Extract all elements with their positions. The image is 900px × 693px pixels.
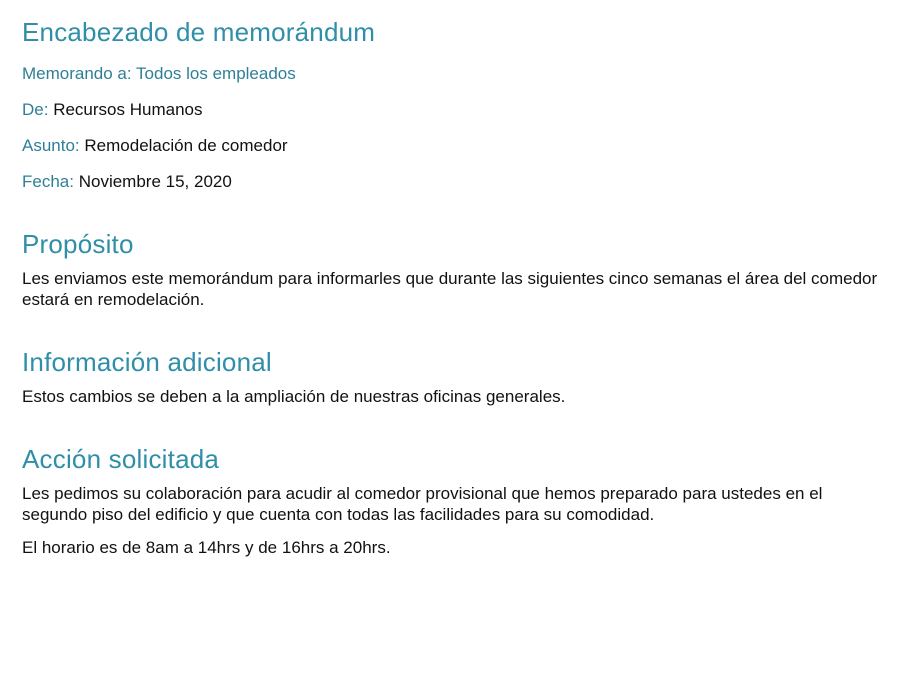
memo-date-label: Fecha: [22,172,74,191]
purpose-text: Les enviamos este memorándum para informarles que durante las siguientes cinco semanas el área del comedor estará en remodelación. [22,269,878,309]
requested-action-paragraph: Les pedimos su colaboración para acudir al comedor provisional que hemos preparado para ustedes en el segundo piso del edificio y que cuenta con todas las facilidades para su comodidad. [22,484,823,524]
purpose-section [22,226,878,310]
memo-to-field [22,56,878,92]
memo-subject-value: Remodelación de comedor [84,136,288,155]
requested-action-section [22,441,878,558]
memo-from-value: Recursos Humanos [53,100,203,119]
memo-to-label: Memorando a: [22,64,132,83]
purpose-title: Propósito [22,229,134,259]
memo-date-field [22,164,878,200]
additional-info-text: Estos cambios se deben a la ampliación de nuestras oficinas generales. [22,387,566,406]
requested-action-title: Acción solicitada [22,444,220,474]
memo-date-value: Noviembre 15, 2020 [78,172,232,191]
memo-to-value: Todos los empleados [136,64,296,83]
memo-from-field [22,92,878,128]
memo-from-label: De: [22,100,49,119]
additional-info-title: Información adicional [22,347,272,377]
memo-subject-label: Asunto: [22,136,80,155]
additional-info-section [22,344,878,407]
memo-subject-field [22,128,878,164]
memo-header-title: Encabezado de memorándum [22,17,376,47]
requested-action-schedule: El horario es de 8am a 14hrs y de 16hrs a 20hrs. [22,538,391,557]
